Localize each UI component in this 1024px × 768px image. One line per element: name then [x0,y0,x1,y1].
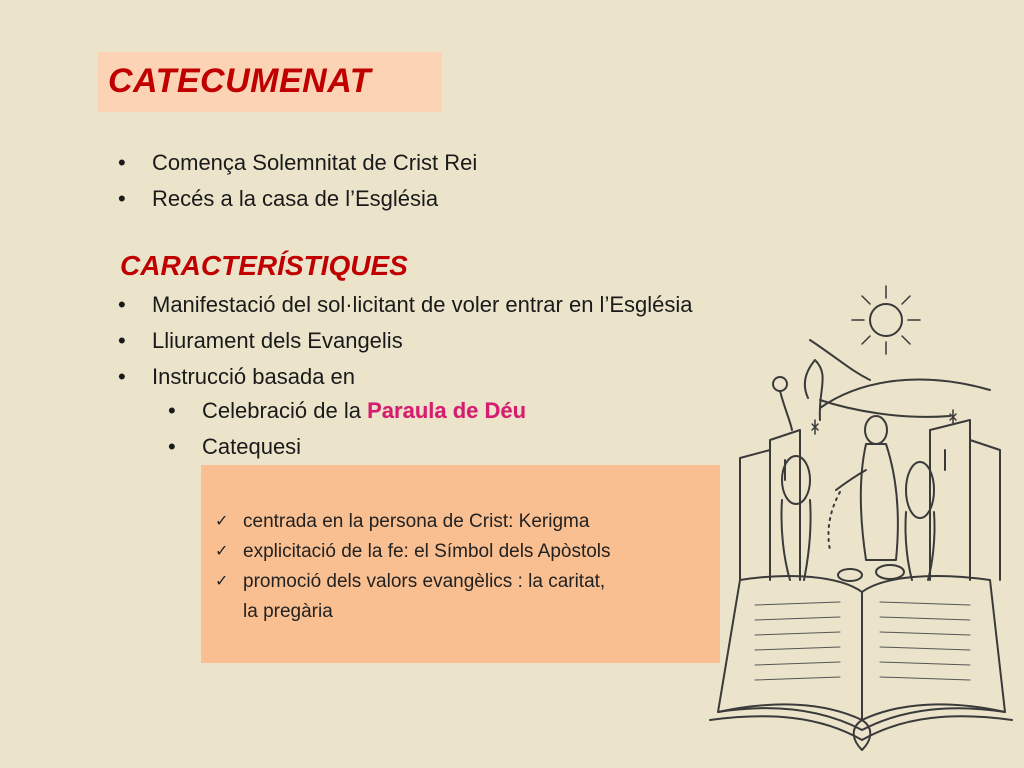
check-item-text: centrada en la persona de Crist: Kerigma [243,511,590,532]
page-title: CATECUMENAT [108,62,371,100]
list-item: • Manifestació del sol·licitant de voler entrar en l’Església [118,287,692,323]
check-item-text: promoció dels valors evangèlics : la caritat, [243,571,606,592]
check-list [213,507,611,627]
list-item: • Recés a la casa de l’Església [118,181,477,217]
celebration-prefix: Celebració de la [202,398,368,423]
list-item: • Comença Solemnitat de Crist Rei [118,145,477,181]
intro-list [118,145,477,217]
catechesis-box [201,465,720,663]
check-item-text: explicitació de la fe: el Símbol dels Apòstols [243,541,611,562]
list-item: • Catequesi [168,429,526,465]
title-box [98,52,442,112]
check-item [213,537,611,567]
sub-list [168,393,526,465]
check-item-continuation [213,597,611,627]
highlight-text: Paraula de Déu [367,398,527,423]
list-item: • Instrucció basada en [118,359,692,395]
check-item-text: la pregària [243,601,333,622]
features-list [118,287,692,395]
list-item: • Lliurament dels Evangelis [118,323,692,359]
check-icon: ✓ [215,573,229,590]
check-item [213,507,611,537]
check-icon: ✓ [215,513,229,530]
check-item [213,567,611,597]
bible-illustration [700,280,1020,768]
list-item [168,393,526,429]
check-icon: ✓ [215,543,229,560]
section-title: CARACTERÍSTIQUES [120,250,408,281]
